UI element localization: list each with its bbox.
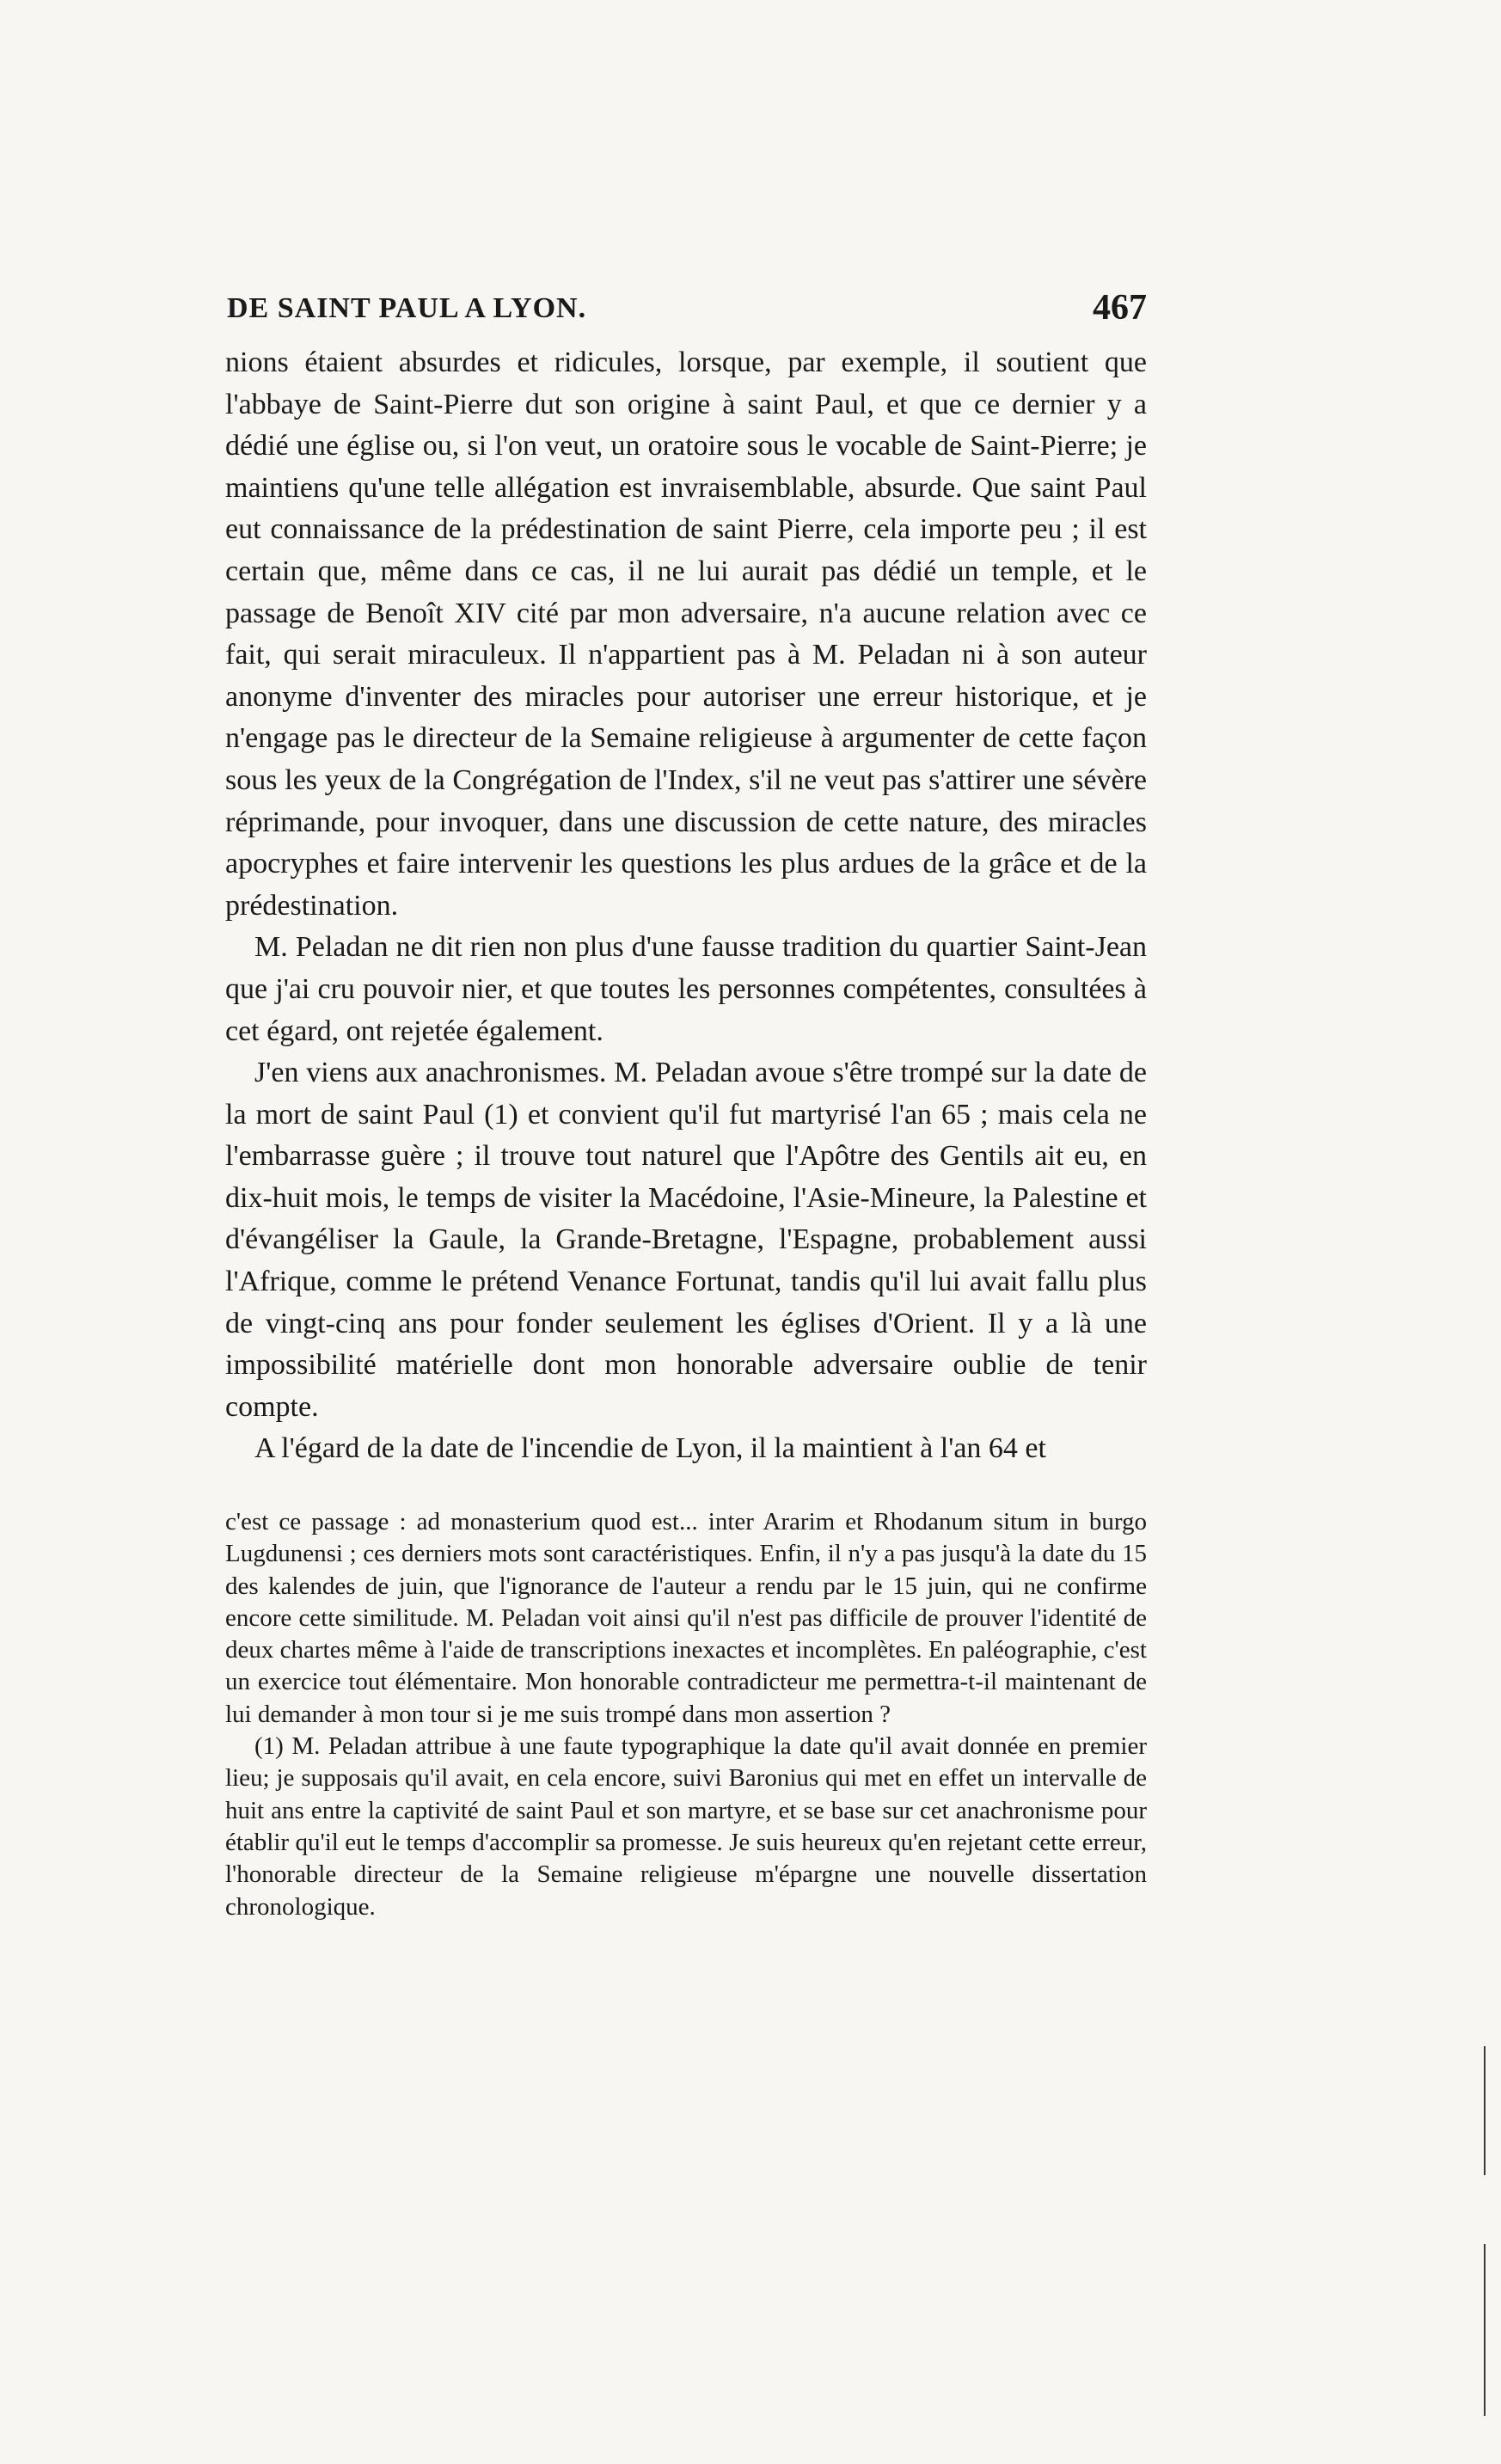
running-title: DE SAINT PAUL A LYON. <box>227 292 587 324</box>
page-header <box>227 287 1147 339</box>
body-paragraph-3: J'en viens aux anachronismes. M. Peladan avoue s'être trompé sur la date de la mort de saint Paul (1) et convient qu'il fut martyrisé l'an 65 ; mais cela ne l'embarrasse guère ; il trouve tout naturel que l'Apôtre des Gentils ait eu, en dix-huit mois, le temps de visiter la Macédoine, l'Asie-Mineure, la Palestine et d'évangéliser la Gaule, la Grande-Bretagne, l'Espagne, probablement aussi l'Afrique, comme le prétend Venance Fortunat, tandis qu'il lui avait fallu plus de vingt-cinq ans pour fonder seulement les églises d'Orient. Il y a là une impossibilité matérielle dont mon honorable adversaire oublie de tenir compte. <box>225 1057 1147 1423</box>
body-paragraph-2: M. Peladan ne dit rien non plus d'une fausse tradition du quartier Saint-Jean que j'ai cru pouvoir nier, et que toutes les personnes compétentes, consultées à cet égard, ont rejetée également. <box>225 931 1147 1047</box>
footnote-1: (1) M. Peladan attribue à une faute typographique la date qu'il avait donnée en premier lieu; je supposais qu'il avait, en cela encore, suivi Baronius qui met en effet un intervalle de huit ans entre la captivité de saint Paul et son martyre, et se base sur cet anachronisme pour établir qu'il eut le temps d'accomplir sa promesse. Je suis heureux qu'en rejetant cette erreur, l'honorable directeur de la Semaine religieuse m'épargne une nouvelle dissertation chronologique. <box>225 1732 1147 1921</box>
footnote-continuation: c'est ce passage : ad monasterium quod est... inter Ararim et Rhodanum situm in burgo Lugdunensi ; ces derniers mots sont caractéristiques. Enfin, il n'y a pas jusqu'à la date du 15 des kalendes de juin, que l'ignorance de l'auteur a rendu par le 15 juin, qui ne confirme encore cette similitude. M. Peladan voit ainsi qu'il n'est pas difficile de prouver l'identité de deux chartes même à l'aide de transcriptions inexactes et incomplètes. En paléographie, c'est un exercice tout élémentaire. Mon honorable contradicteur me permettra-t-il maintenant de lui demander à mon tour si je me suis trompé dans mon assertion ? <box>225 1508 1147 1728</box>
body-paragraph-4: A l'égard de la date de l'incendie de Lyon, il la maintient à l'an 64 et <box>254 1432 1046 1465</box>
footnotes <box>225 1506 1147 1923</box>
scan-edge-line <box>1484 2244 1486 2416</box>
body-text <box>225 342 1147 1470</box>
body-paragraph-1: nions étaient absurdes et ridicules, lorsque, par exemple, il soutient que l'abbaye de Saint-Pierre dut son origine à saint Paul, et que ce dernier y a dédié une église ou, si l'on veut, un oratoire sous le vocable de Saint-Pierre; je maintiens qu'une telle allégation est invraisemblable, absurde. Que saint Paul eut connaissance de la prédestination de saint Pierre, cela importe peu ; il est certain que, même dans ce cas, il ne lui aurait pas dédié un temple, et le passage de Benoît XIV cité par mon adversaire, n'a aucune relation avec ce fait, qui serait miraculeux. Il n'appartient pas à M. Peladan ni à son auteur anonyme d'inventer des miracles pour autoriser une erreur historique, et je n'engage pas le directeur de la Semaine religieuse à argumenter de cette façon sous les yeux de la Congrégation de l'Index, s'il ne veut pas s'attirer une sévère réprimande, pour invoquer, dans une discussion de cette nature, des miracles apocryphes et faire intervenir les questions les plus ardues de la grâce et de la prédestination. <box>225 346 1147 922</box>
page-number: 467 <box>1093 288 1147 328</box>
scan-edge-line <box>1484 2046 1486 2175</box>
